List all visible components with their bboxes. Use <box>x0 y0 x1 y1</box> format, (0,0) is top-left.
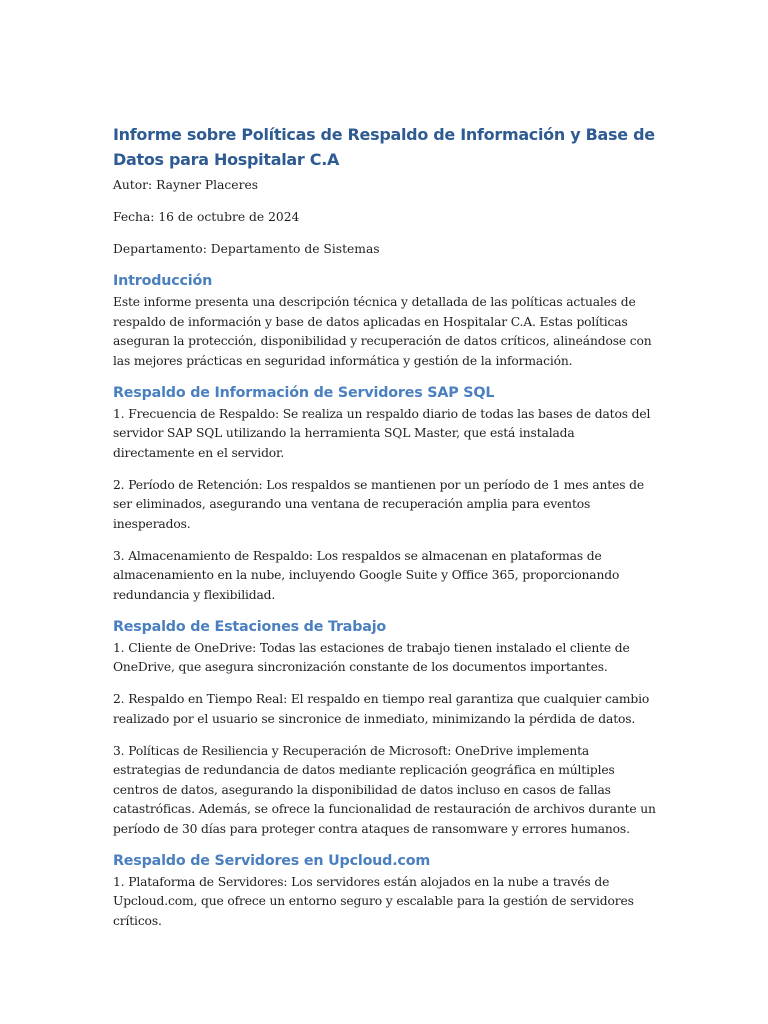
date-line: Fecha: 16 de octubre de 2024 <box>113 210 300 224</box>
paragraph: 2. Respaldo en Tiempo Real: El respaldo en tiempo real garantiza que cualquier cambio realizado por el usuario se sincronice de inmediato, minimizando la pérdida de datos. <box>113 692 650 726</box>
paragraph: 3. Políticas de Resiliencia y Recuperación de Microsoft: OneDrive implementa estrategias de redundancia de datos mediante replicación geográfica en múltiples centros de datos, asegurando la disponibilidad de datos incluso en casos de fallas catastróficas. Además, se ofrece la funcionalidad de restauración de archivos durante un período de 30 días para proteger contra ataques de ransomware y errores humanos. <box>113 743 656 836</box>
document-page <box>113 122 658 944</box>
paragraph: 1. Cliente de OneDrive: Todas las estaciones de trabajo tienen instalado el cliente de OneDrive, que asegura sincronización constante de los documentos importantes. <box>113 640 630 674</box>
section-upcloud <box>113 852 658 932</box>
section-introduccion <box>113 272 658 371</box>
section-heading: Respaldo de Servidores en Upcloud.com <box>113 852 431 869</box>
department-line: Departamento: Departamento de Sistemas <box>113 242 380 256</box>
document-title: Informe sobre Políticas de Respaldo de Información y Base de Datos para Hospitalar C.A <box>113 125 655 169</box>
paragraph: 3. Almacenamiento de Respaldo: Los respaldos se almacenan en plataformas de almacenamiento en la nube, incluyendo Google Suite y Office 365, proporcionando redundancia y flexibilidad. <box>113 548 620 602</box>
author-line: Autor: Rayner Placeres <box>113 178 259 192</box>
section-estaciones-trabajo <box>113 618 658 840</box>
paragraph: 1. Plataforma de Servidores: Los servidores están alojados en la nube a través de Upcloud.com, que ofrece un entorno seguro y escalable para la gestión de servidores críticos. <box>113 874 634 928</box>
section-heading: Introducción <box>113 273 213 289</box>
paragraph: 1. Frecuencia de Respaldo: Se realiza un respaldo diario de todas las bases de datos del servidor SAP SQL utilizando la herramienta SQL Master, que está instalada directamente en el servidor. <box>113 406 651 460</box>
section-heading: Respaldo de Información de Servidores SAP SQL <box>113 384 495 401</box>
paragraph: Este informe presenta una descripción técnica y detallada de las políticas actuales de respaldo de información y base de datos aplicadas en Hospitalar C.A. Estas políticas aseguran la protección, disponibilidad y recuperación de datos críticos, alineándose con las mejores prácticas en seguridad informática y gestión de la información. <box>113 295 652 368</box>
section-heading: Respaldo de Estaciones de Trabajo <box>113 618 387 635</box>
section-sap-sql <box>113 384 658 606</box>
paragraph: 2. Período de Retención: Los respaldos se mantienen por un período de 1 mes antes de ser eliminados, asegurando una ventana de recuperación amplia para eventos inesperados. <box>113 477 644 531</box>
